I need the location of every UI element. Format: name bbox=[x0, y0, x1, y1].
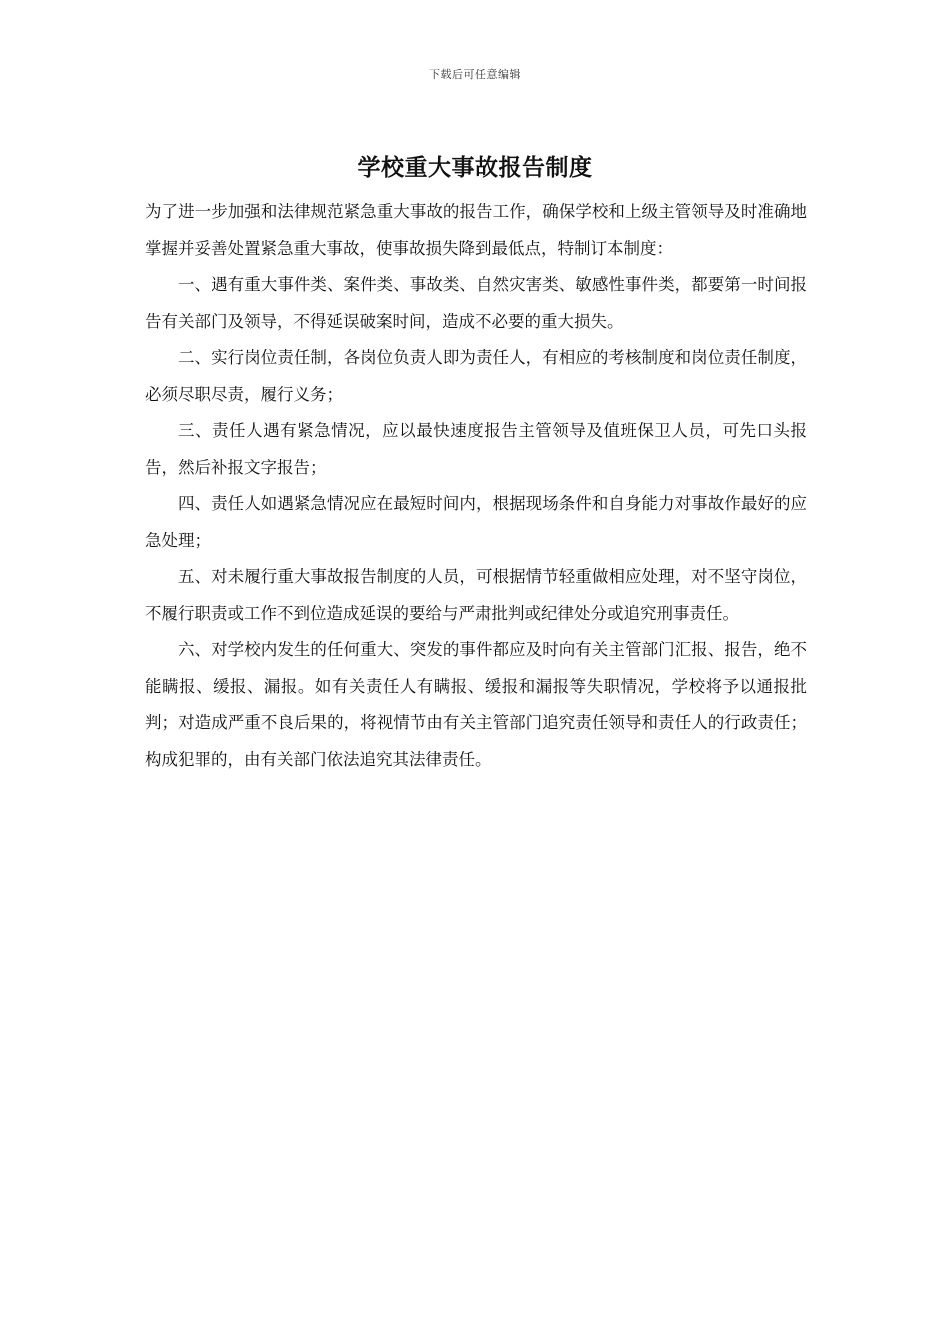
document-body bbox=[145, 194, 807, 778]
clause-paragraph-2: 二、实行岗位责任制，各岗位负责人即为责任人，有相应的考核制度和岗位责任制度，必须尽职尽责，履行义务； bbox=[145, 348, 807, 404]
clause-paragraph-4: 四、责任人如遇紧急情况应在最短时间内，根据现场条件和自身能力对事故作最好的应急处理； bbox=[145, 494, 807, 550]
clause-paragraph-5: 五、对未履行重大事故报告制度的人员，可根据情节轻重做相应处理，对不坚守岗位，不履行职责或工作不到位造成延误的要给与严肃批判或纪律处分或追究刑事责任。 bbox=[145, 567, 807, 623]
document-title: 学校重大事故报告制度 bbox=[357, 154, 593, 181]
page-header-note: 下载后可任意编辑 bbox=[429, 68, 521, 81]
clause-paragraph-1: 一、遇有重大事件类、案件类、事故类、自然灾害类、敏感性事件类，都要第一时间报告有关部门及领导，不得延误破案时间，造成不必要的重大损失。 bbox=[145, 275, 807, 331]
clause-paragraph-3: 三、责任人遇有紧急情况，应以最快速度报告主管领导及值班保卫人员，可先口头报告，然后补报文字报告； bbox=[145, 421, 807, 477]
clause-paragraph-6: 六、对学校内发生的任何重大、突发的事件都应及时向有关主管部门汇报、报告，绝不能瞒报、缓报、漏报。如有关责任人有瞒报、缓报和漏报等失职情况，学校将予以通报批判；对造成严重不良后果的，将视情节由有关主管部门追究责任领导和责任人的行政责任；构成犯罪的，由有关部门依法追究其法律责任。 bbox=[145, 640, 807, 769]
intro-paragraph: 为了进一步加强和法律规范紧急重大事故的报告工作，确保学校和上级主管领导及时准确地掌握并妥善处置紧急重大事故，使事故损失降到最低点，特制订本制度： bbox=[145, 202, 807, 258]
